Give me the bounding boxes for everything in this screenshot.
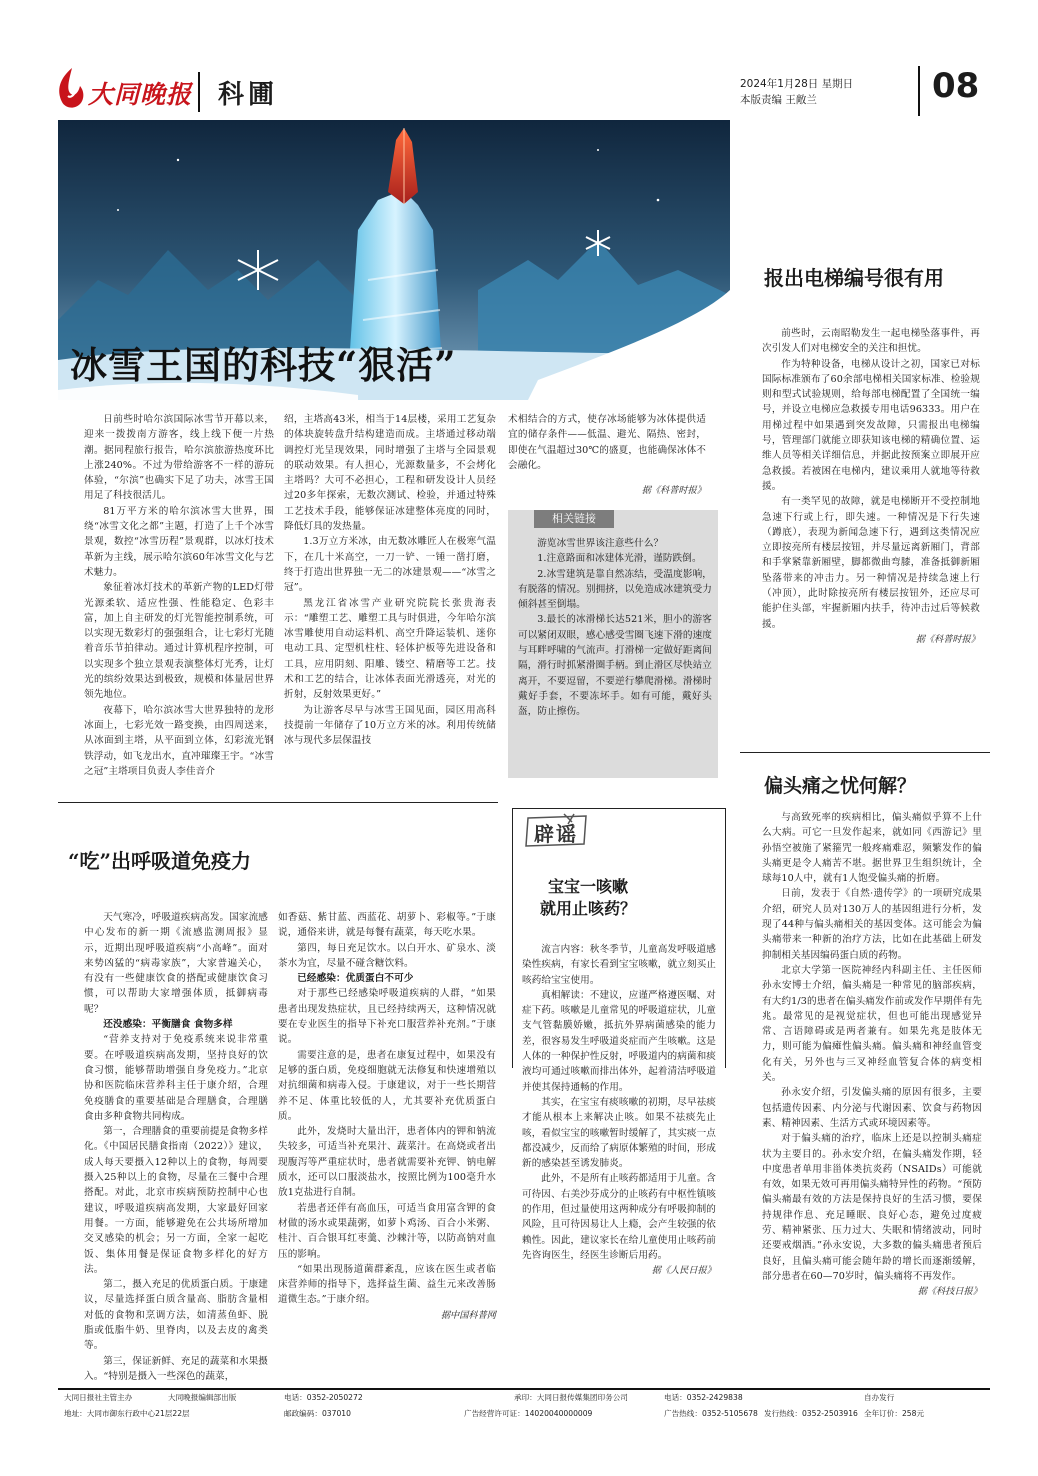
footer-row1 (64, 1392, 990, 1404)
main-article-col2 (284, 412, 496, 749)
sidebar-tip: 3.最长的冰滑梯长达521米，胆小的游客可以紧闭双眼，感心感受雪圈飞速下滑的速度与耳畔呼啸的气流声。打滑梯一定做好距离间隔，滑行时抓紧滑圈手柄。到止滑区尽快站立离开，不要逗留，不要逆行攀爬滑梯。滑梯时戴好手套，不要冻坏手。如有可能，戴好头盔，防止擦伤。 (518, 614, 712, 718)
paragraph: 北京大学第一医院神经内科副主任、主任医师孙永安博士介绍，偏头痛是一种常见的脑部疾病，有大约1/3的患者在偏头痛发作前或发作早期伴有先兆。最常见的是视觉症状，但也可能出现感觉异常、言语障碍或是两者兼有。如果先兆是肢体无力，则可能为偏瘫性偏头痛。偏头痛和神经血管变化有关，另外也与三叉神经血管复合体的病变相关。 (762, 964, 982, 1084)
paragraph: 天气寒冷，呼吸道疾病高发。国家流感中心发布的新一期《流感监测周报》显示，近期出现呼吸道疾病“小高峰”。面对来势凶猛的“病毒家族”，大家普遍关心，有没有一些健康饮食的搭配或健康饮食习惯，可以帮助大家增强体质，抵御病毒呢？ (84, 912, 268, 1015)
article-source: 据中国科普网 (440, 1309, 496, 1321)
main-headline: 冰雪王国的科技“狠活” (70, 343, 457, 387)
paragraph: 81万平方米的哈尔滨冰雪大世界，围绕“冰雪文化之都”主题，打造了上千个冰雪景观，数控“冰雪历程”景观群，以冰灯技术革新为主线，展示哈尔滨60年冰雪文化与艺术魅力。 (84, 505, 274, 578)
paragraph: 如香菇、紫甘蓝、西蓝花、胡萝卜、彩椒等。”于康说，通俗来讲，就是每餐有蔬菜，每天吃水果。 (278, 912, 496, 939)
paragraph: 若患者还伴有高血压，可适当食用富含钾的食材做的汤水或果蔬粥，如萝卜鸡汤、百合小米粥、桂汁、百合银耳红枣羹、沙棘汁等，以防高钠对血压的影响。 (278, 1202, 496, 1260)
article-source: 据《科普时报》 (641, 485, 706, 497)
article-source: 据《科普时报》 (915, 633, 980, 645)
elevator-headline: 报出电梯编号很有用 (764, 266, 944, 290)
rumor-label: 辟谣 (524, 812, 590, 848)
paragraph: 前些时，云南昭勒发生一起电梯坠落事件，再次引发人们对电梯安全的关注和担忧。 (762, 328, 980, 355)
paragraph: 此外，发烧时大量出汗，患者体内的钾和钠流失较多，可适当补充果汁、蔬菜汁。在高烧或者出现腹泻等严重症状时，患者就需要补充钾、钠电解质水，还可以口服淡盐水，按照比例为100毫升水放1克盐进行自制。 (278, 1126, 496, 1199)
paragraph: 夜幕下，哈尔滨冰雪大世界独特的龙形冰面上，七彩光效一路变换，由四周送来，从冰面到主塔，从平面到立体，幻彩流光钢铁浮动，如飞龙出水，直冲璀璨王宇。“冰雪之冠”主塔项目负责人李佳音介 (84, 704, 274, 777)
paragraph: 第一，合理膳食的重要前提是食物多样化。《中国居民膳食指南（2022）》建议，成人每天要摄入12种以上的食物，每周要摄入25种以上的食物，尽量在三餐中合理搭配。对此，北京市疾病预防控制中心也建议，呼吸道疾病高发期，大家最好回家用餐。一方面，能够避免在公共场所增加交叉感染的机会；另一方面，全家一起吃饭、集体用餐是保证食物多样化的好方法。 (84, 1126, 268, 1275)
paragraph: 为让游客尽早与冰雪王国见面，园区用高科技提前一年储存了10万立方米的冰。利用传统储冰与现代多层保温技 (284, 704, 496, 747)
paragraph: 作为特种设备，电梯从设计之初，国家已对标国际标准颁布了60余部电梯相关国家标准、检验规则和型式试验规则，给每部电梯配置了全国统一编号，并设立电梯应急救援专用电话96333。用户在用梯过程中如果遇到突发故障，只需报出电梯编号，管理部门就能立即获知该电梯的精确位置、运维人员等相关详细信息，并据此按预案立即展开应急救援。若被困在电梯内，建议乘用人就地等待救援。 (762, 358, 980, 492)
paragraph: 象征着冰灯技术的革新产物的LED灯带光源柔软、适应性强、性能稳定、色彩丰富，加上自主研发的灯光智能控制系统，可以实现无数彩灯的强强组合，让七彩灯光随着音乐节拍律动。通过计算机程序控制，可以实现多个独立景观表演整体灯光秀，让灯光的缤纷效果达到极致，规模和体量居世界领先地位。 (84, 582, 274, 701)
paragraph: 黑龙江省冰雪产业研究院院长张贵海表示：“雕塑工艺、雕塑工具与时俱进，今年哈尔滨冰雪雕使用自动运料机、高空升降运装机、迷你电动工具、定型机柱柱、轻体护板等先进设备和工具，应用阴刻、阳雕、镂空、精磨等工艺。技术和工艺的结合，让冰体表面光滑透亮，对光的折射，反射效果更好。” (284, 597, 496, 701)
logo-text: 大同晚报 (88, 80, 193, 109)
immunity-col1 (84, 910, 268, 1384)
paragraph: 绍，主塔高43米，相当于14层楼，采用工艺复杂的体块旋转盘升结构建造而成。主塔通过移动端调控灯光呈现效果，同时增强了主塔与全园景观的联动效果。有人担心，光源数量多，不会烤化主塔吗？大可不必担心，工程和研发设计人员经过20多年探索，无数次测试、检验，并通过特殊工艺技术手段，能够保证冰建整体亮度的同时，降低灯具的发热量。 (284, 414, 496, 533)
footer-item: 电话：0352-2429838 (664, 1393, 743, 1402)
paragraph: 第三，保证新鲜、充足的蔬菜和水果摄入。“特别是摄入一些深色的蔬菜， (84, 1355, 268, 1382)
sidebar-question: 游览冰雪世界该注意些什么？ (537, 538, 664, 549)
related-link-label: 相关链接 (534, 510, 614, 528)
paragraph: 此外，不是所有止咳药都适用于儿童。含可待因、右美沙芬成分的止咳药有中枢性镇咳的作用，但过量使用这两种成分有呼吸抑制的风险，且可待因易让人上瘾，会产生较强的依赖性。因此，建议家长在给儿童使用止咳药前先咨询医生，经医生诊断后用药。 (522, 1173, 716, 1261)
related-link-box (508, 510, 718, 778)
footer-item: 广告热线：0352-5105678 (664, 1409, 758, 1418)
paragraph: 有一类罕见的故障，就是电梯断开不受控制地急速下行或上行，即失速。一种情况是下行失速（蹲底），表现为新闻急速下行，遇到这类情况应立即按亮所有楼层按钮，并尽量远离新厢门，背部和手掌紧靠新厢壁，脚都微曲弯膝，准备抵御新厢坠落带来的冲击力。另一种情况是持续急速上行（冲顶），此时除按亮所有楼层按钮外，还应尽可能护住头部，牢握新厢内扶手，待冲击过后等候救援。 (762, 496, 980, 630)
footer-item: 发行热线：0352-2503916 (764, 1409, 858, 1418)
footer-item: 广告经营许可证：14020040000009 (464, 1409, 593, 1418)
main-article-col1 (84, 412, 274, 779)
sidebar-tip: 2.冰雪建筑是靠自然冻结，受温度影响，有脱落的情况。别拥挤，以免造成冰建筑受力倾斜甚至倒塌。 (518, 568, 712, 611)
migraine-article (762, 810, 982, 1299)
footer-item: 承印：大同日报传媒集团印务公司 (514, 1393, 628, 1402)
rumor-article (522, 942, 716, 1278)
newspaper-logo (54, 66, 194, 112)
page-editor: 本版责编 王敞兰 (740, 94, 817, 106)
masthead (48, 60, 990, 120)
paragraph: 真相解读：不建议，应谨严格遵医嘱、对症下药。咳嗽是儿童常见的呼吸道症状，儿童支气管黏膜娇嫩，抵抗外界病菌感染的能力差，很容易发生呼吸道炎症而产生咳嗽。这是人体的一种保护性反射，呼吸道内的病菌和痰液均可通过咳嗽而排出体外，起着清洁呼吸道并使其保持通畅的作用。 (522, 989, 716, 1093)
issue-date: 2024年1月28日 星期日 (740, 78, 854, 90)
page-number: 08 (932, 66, 980, 106)
footer-item: 电话：0352-2050272 (284, 1393, 363, 1402)
paragraph: 术相结合的方式，使存冰场能够为冰体提供适宜的储存条件——低温、避光、隔热、密封，即使在气温超过30℃的盛夏，也能确保冰体不会融化。 (508, 414, 706, 471)
paragraph: 日前些时哈尔滨国际冰雪节开幕以来，迎来一拨拨南方游客，线上线下便一片热潮。据同程旅行报告，哈尔滨旅游热度环比上涨240%。不过为带给游客不一样的游玩体验，“尔滨”也确实下足了功夫，冰雪王国用足了科技很活儿。 (84, 414, 274, 502)
footer-item: 自办发行 (864, 1393, 895, 1402)
immunity-headline: “吃”出呼吸道免疫力 (68, 849, 252, 873)
footer-item: 大同晚报编辑部出版 (168, 1393, 237, 1402)
elevator-article (762, 326, 980, 647)
footer-item: 全年订价：258元 (864, 1409, 925, 1418)
paragraph: “如果出现肠道菌群紊乱，应该在医生或者临床营养师的指导下，选择益生菌、益生元来改善肠道微生态。”于康介绍。 (278, 1263, 496, 1306)
immunity-col2 (278, 910, 496, 1323)
footer (64, 1392, 990, 1422)
rumor-headline (540, 876, 720, 920)
sidebar-tip: 1.注意路面和冰建体光滑，谨防跌倒。 (537, 553, 702, 565)
paragraph: 流言内容：秋冬季节，儿童高发呼吸道感染性疾病，有家长看到宝宝咳嗽，就立刻买止咳药给宝宝使用。 (522, 944, 716, 986)
footer-item: 邮政编码：037010 (284, 1409, 351, 1418)
article-source: 据《科技日报》 (917, 1286, 982, 1298)
paragraph: 对于那些已经感染呼吸道疾病的人群，“如果患者出现发热症状，且已经持续两天，这种情况就要在专业医生的指导下补充口服营养补充剂。”于康说。 (278, 988, 496, 1046)
paragraph: 对于偏头痛的治疗，临床上还是以控制头痛症状为主要目的。孙永安介绍，在偏头痛发作期，轻中度患者单用非甾体类抗炎药（NSAIDs）可能就有效，如果无效可再用偏头痛特异性的药物。“预防偏头痛最有效的方法是保持良好的生活习惯，要保持规律作息、充足睡眠、良好心态，避免过度疲劳、精神紧张、压力过大、失眠和情绪波动，同时还要戒烟酒。”孙永安说，大多数的偏头痛患者预后良好，且偏头痛可能会随年龄的增长而逐渐缓解，部分患者在60—70岁时，偏头痛将不再发作。 (762, 1133, 982, 1282)
article-source: 据《人民日报》 (651, 1265, 716, 1277)
paragraph: 孙永安介绍，引发偏头痛的原因有很多，主要包括遗传因素、内分泌与代谢因素、饮食与药物因素、精神因素、生活方式或环境因素等。 (762, 1087, 982, 1129)
logo-flame-icon (54, 66, 88, 110)
paragraph: 第四，每日充足饮水。以白开水、矿泉水、淡茶水为宜，尽量不碰含糖饮料。 (278, 942, 496, 969)
main-article-col3 (508, 412, 706, 498)
rumor-headline-line2: 就用止咳药？ (540, 899, 637, 918)
section-title: 科圃 (218, 80, 279, 110)
paragraph: 其实，在宝宝有痰咳嗽的初期，尽早祛痰才能从根本上来解决止咳。如果不祛痰先止咳，看似宝宝的咳嗽暂时缓解了，其实痰一点都没减少，反而给了病原体繁殖的时间，形成新的感染甚至诱发肺炎。 (522, 1096, 716, 1170)
rumor-headline-line1: 宝宝一咳嗽 (548, 877, 629, 896)
migraine-headline: 偏头痛之忧何解？ (764, 775, 917, 797)
paragraph: 第二，摄入充足的优质蛋白质。于康建议，尽量选择蛋白质含量高、脂肪含量相对低的食物和烹调方法，如清蒸鱼虾、脱脂或低脂牛奶、里脊肉，以及去皮的禽类等。 (84, 1279, 268, 1352)
footer-row2 (64, 1404, 990, 1420)
paragraph: 与高致死率的疾病相比，偏头痛似乎算不上什么大病。可它一旦发作起来，就如同《西游记》里孙悟空被施了紧箍咒一般疼痛难忍，频繁发作的偏头痛更是令人痛苦不堪。据世界卫生组织统计，全球每10人中，就有1人饱受偏头痛的折磨。 (762, 812, 982, 885)
paragraph: 1.3万立方米冰，由无数冰雕匠人在极寒气温下，在几十米高空，一刀一铲、一锤一凿打磨，终于打造出世界独一无二的冰建景观——“冰雪之冠”。 (284, 536, 496, 594)
paragraph: 需要注意的是，患者在康复过程中，如果没有足够的蛋白质，免疫细胞就无法修复和快速增殖以对抗细菌和病毒入侵。于康建议，对于一些长期营养不足、体重比较低的人，尤其要补充优质蛋白质。 (278, 1049, 496, 1122)
paragraph: 日前，发表于《自然·遗传学》的一项研究成果介绍，研究人员对130万人的基因组进行分析，发现了44种与偏头痛相关的基因变体。这可能会为偏头痛带来一种新的治疗方法，比如在此基础上研发抑制相关基因编码蛋白质的药物。 (762, 888, 982, 961)
footer-item: 大同日报社主管主办 (64, 1393, 133, 1402)
paragraph: “营养支持对于免疫系统来说非常重要。在呼吸道疾病高发期，坚持良好的饮食习惯，能够帮助增强自身免疫力。”北京协和医院临床营养科主任于康介绍，合理免疫膳食的重要基础是合理膳食，合理膳食由多种食物共同构成。 (84, 1034, 268, 1122)
subheading: 还没感染：平衡膳食 食物多样 (103, 1019, 233, 1031)
footer-item: 地址：大同市御东行政中心21层22层 (64, 1409, 190, 1418)
subheading: 已经感染：优质蛋白不可少 (297, 973, 414, 985)
